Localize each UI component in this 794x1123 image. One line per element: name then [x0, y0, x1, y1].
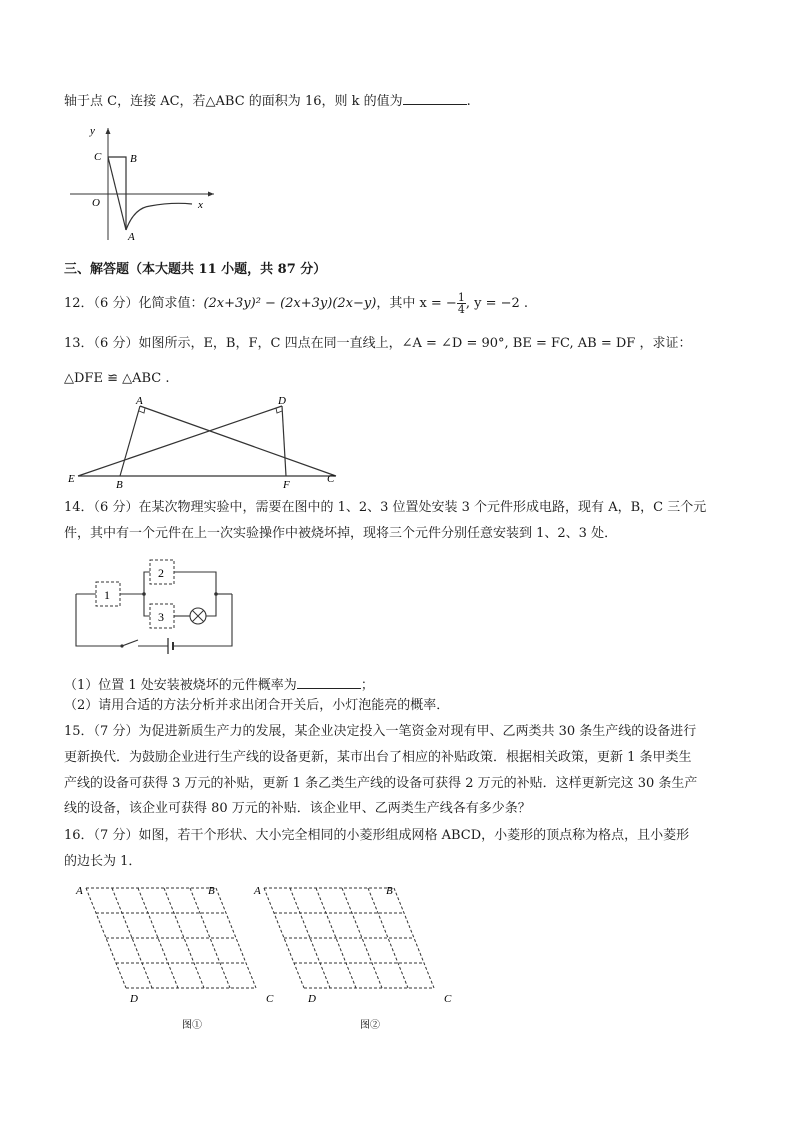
q12-text: 12．（6 分）化简求值：(2x+3y)² − (2x+3y)(2x−y)，其中 x = − $\frac{1}{4}$ , y = −2 .	[64, 291, 529, 316]
q15-line2: 更新换代．为鼓励企业进行生产线的设备更新，某市出台了相应的补贴政策．根据相关政策，更新 1 条甲类生	[64, 750, 692, 765]
q11-label-x: x	[198, 199, 203, 211]
q13-figure	[64, 395, 344, 491]
q15-line3: 产线的设备可获得 3 万元的补贴，更新 1 条乙类生产线的设备可获得 2 万元的补贴．这样更新完这 30 条生产	[64, 776, 698, 791]
q14-line2: 件，其中有一个元件在上一次实验操作中被烧坏掉，现将三个元件分别任意安装到 1、2、3 处．	[64, 526, 618, 541]
q12-fraction: $\frac{1}{4}$	[457, 291, 465, 316]
q11-answer-blank[interactable]	[403, 90, 467, 105]
q13-label-b: B	[116, 479, 123, 491]
q11-tail-text: 轴于点 C，连接 AC，若△ABC 的面积为 16，则 k 的值为	[64, 94, 403, 109]
q11-label-y: y	[90, 125, 95, 137]
q11-text: 轴于点 C，连接 AC，若△ABC 的面积为 16，则 k 的值为 .	[64, 90, 471, 112]
grid-2-label-c: C	[444, 993, 452, 1005]
q13-label-d: D	[278, 395, 286, 407]
grid-figure-2	[248, 880, 468, 1031]
q13-label-e: E	[68, 473, 75, 485]
grid-2-label-d: D	[308, 993, 316, 1005]
grid-1-lines	[86, 888, 256, 988]
q11-label-o: O	[92, 197, 100, 209]
q15-line1: 15．（7 分）为促进新质生产力的发展，某企业决定投入一笔资金对现有甲、乙两类共 30 条生产线的设备进行	[64, 724, 697, 739]
q11-label-c: C	[94, 151, 102, 163]
lamp-icon	[190, 608, 206, 624]
q14-sub2: （2）请用合适的方法分析并求出闭合开关后，小灯泡能亮的概率．	[64, 698, 450, 713]
q16-line1: 16．（7 分）如图，若干个形状、大小完全相同的小菱形组成网格 ABCD，小菱形的顶点称为格点，且小菱形	[64, 828, 690, 843]
grid-2-lines	[264, 888, 434, 988]
q13-label-f: F	[283, 479, 290, 491]
q12-expression: (2x+3y)² − (2x+3y)(2x−y)	[203, 296, 377, 311]
q13-line1: 13．（6 分）如图所示，E，B，F，C 四点在同一直线上，∠A = ∠D = 90°, BE = FC, AB = DF ，求证：	[64, 336, 692, 351]
grid-1-label-a: A	[76, 885, 83, 897]
grid-1-label-d: D	[130, 993, 138, 1005]
q13-label-c: C	[327, 473, 335, 485]
q14-answer-blank[interactable]	[297, 674, 361, 689]
q16-line2: 的边长为 1．	[64, 854, 142, 869]
circuit-label-2: 2	[158, 566, 164, 580]
grid-2-caption: 图②	[360, 1020, 380, 1031]
q11-label-a: A	[128, 231, 135, 243]
circuit-label-1: 1	[104, 588, 110, 602]
grid-1-label-c: C	[266, 993, 274, 1005]
circuit-diagram	[70, 554, 240, 654]
q13-line2: △DFE ≌ △ABC .	[64, 371, 170, 386]
q11-label-b: B	[130, 153, 137, 165]
section3-heading: 三、解答题（本大题共 11 小题，共 87 分）	[64, 262, 327, 277]
circuit-label-3: 3	[158, 610, 164, 624]
q11-graph	[64, 122, 224, 242]
grid-1-caption: 图①	[182, 1020, 202, 1031]
q15-line4: 线的设备，该企业可获得 80 万元的补贴．该企业甲、乙两类生产线各有多少条？	[64, 801, 531, 816]
grid-2-label-b: B	[386, 885, 393, 897]
grid-2-label-a: A	[254, 885, 261, 897]
q14-sub1: （1）位置 1 处安装被烧坏的元件概率为 ；	[64, 674, 374, 696]
q14-line1: 14．（6 分）在某次物理实验中，需要在图中的 1、2、3 位置处安装 3 个元件形成电路，现有 A，B，C 三个元	[64, 500, 707, 515]
grid-1-label-b: B	[208, 885, 215, 897]
q13-label-a: A	[136, 395, 143, 407]
